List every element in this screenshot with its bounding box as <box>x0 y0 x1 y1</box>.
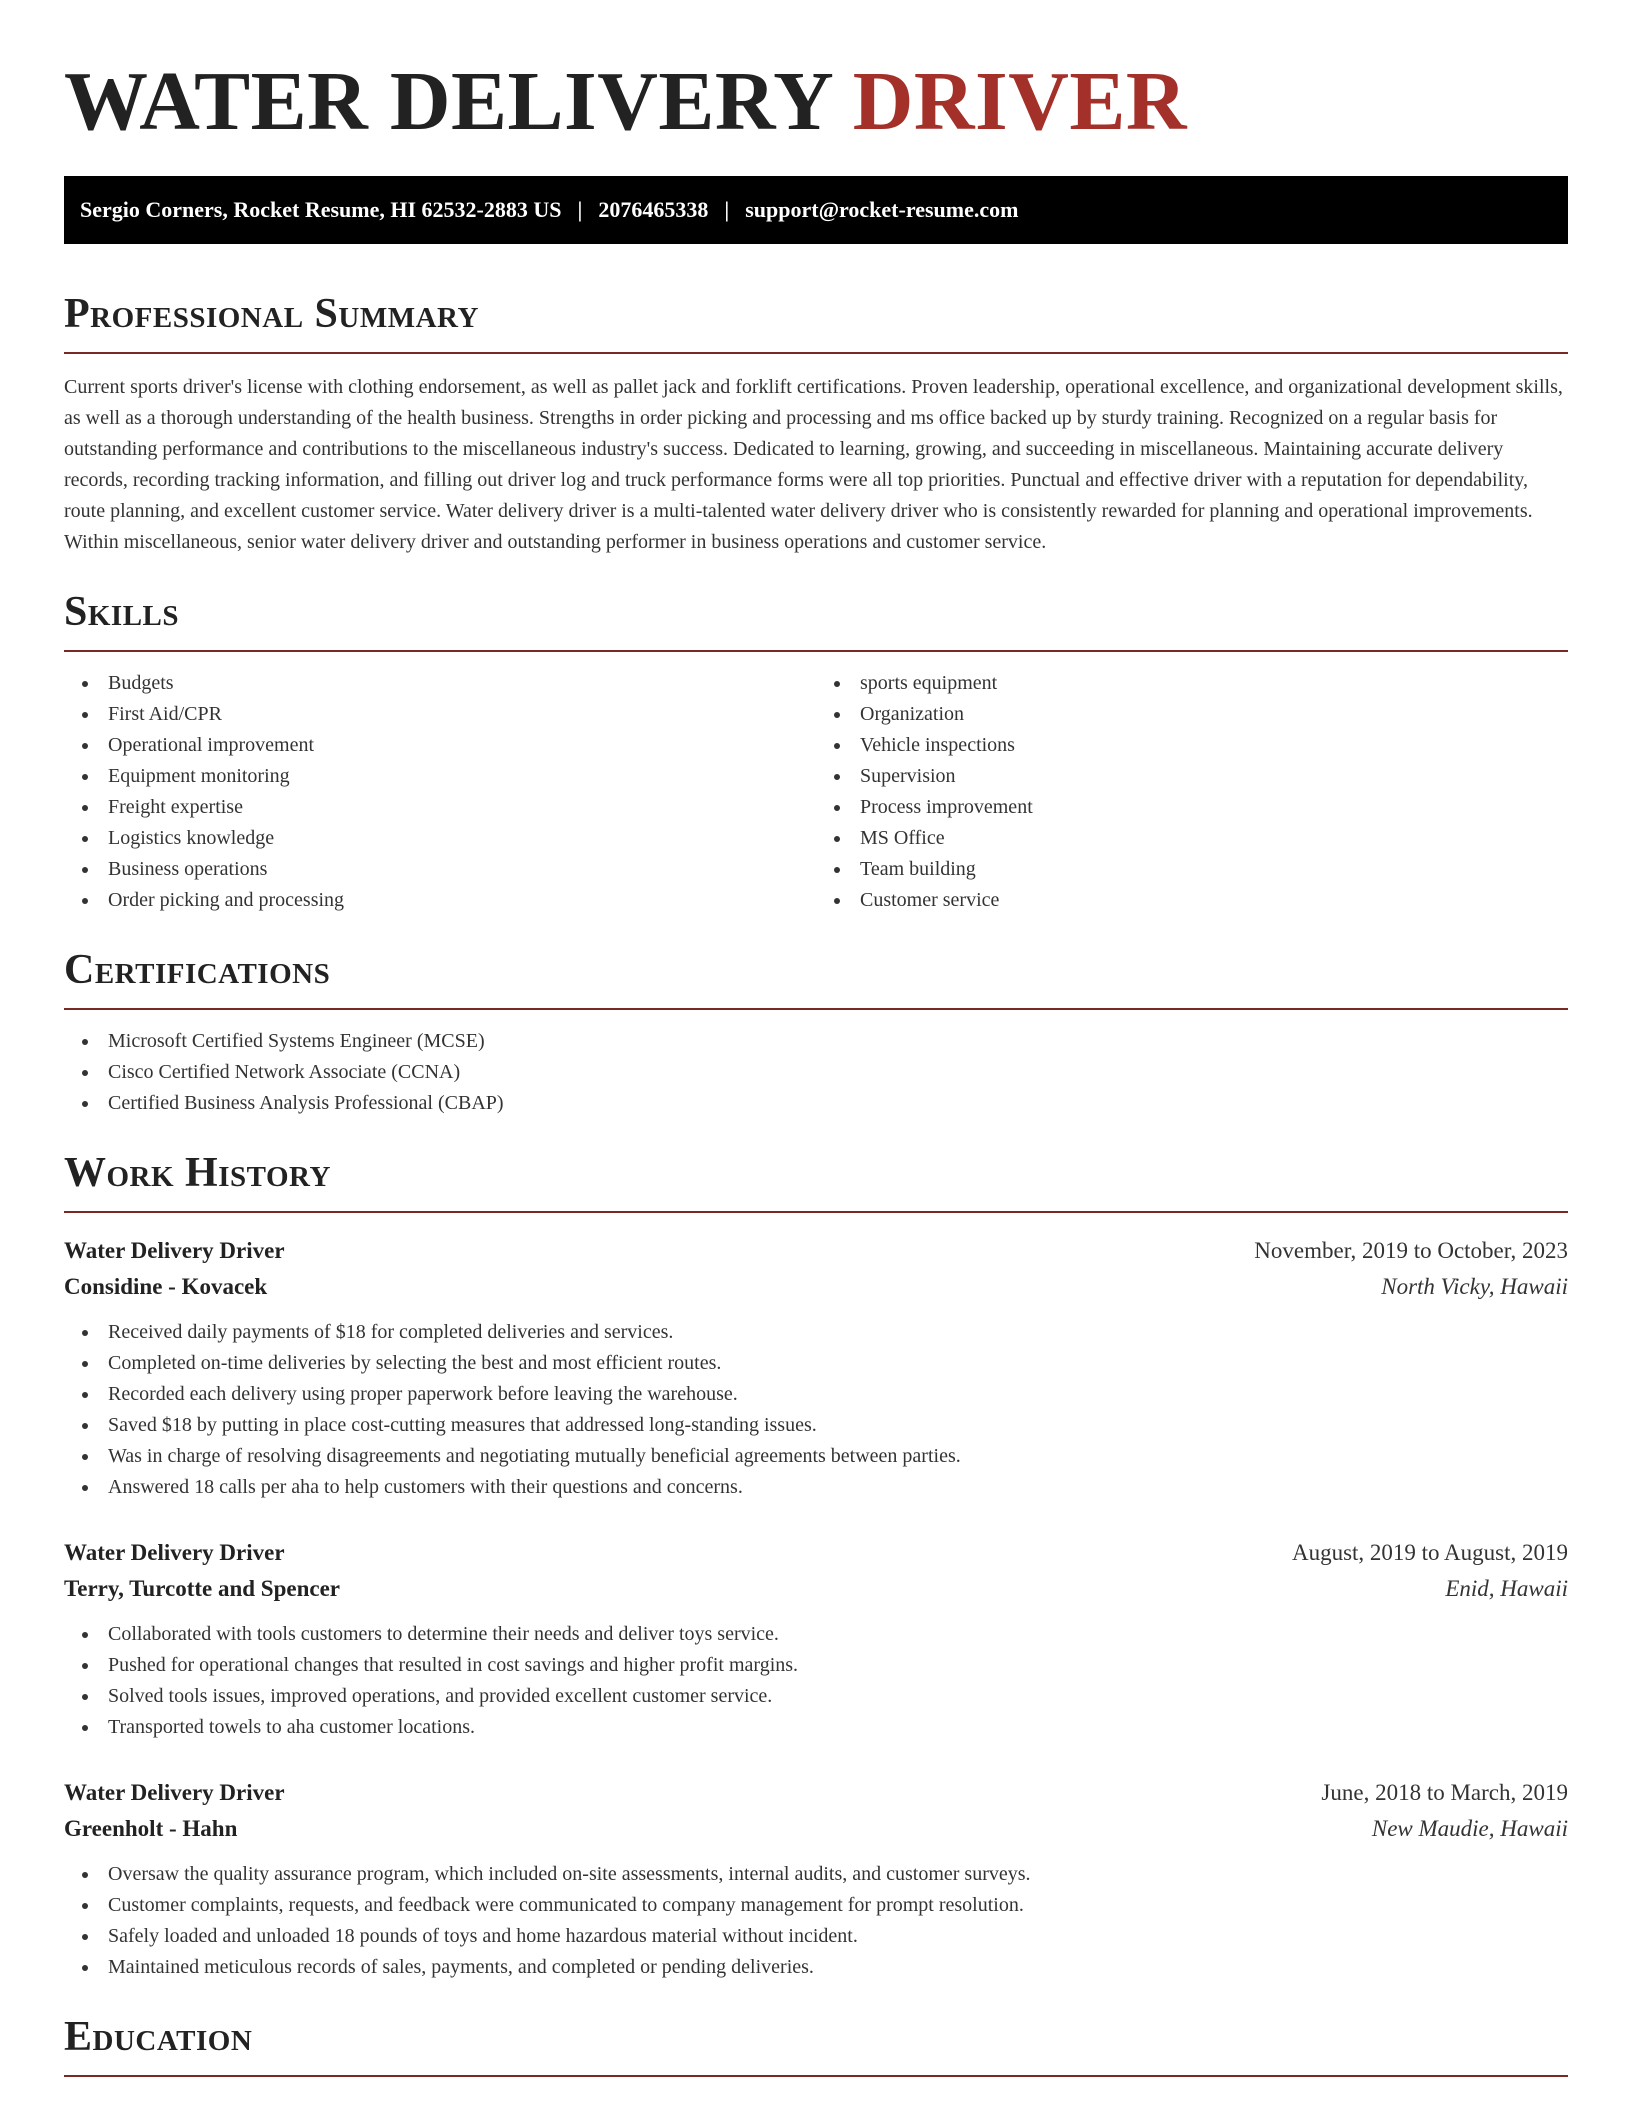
contact-separator: | <box>577 197 583 222</box>
job-duty-item: Recorded each delivery using proper paperwork before leaving the warehouse. <box>64 1379 1568 1410</box>
certifications-section <box>64 944 1568 1119</box>
job-company: Terry, Turcotte and Spencer <box>64 1576 341 1601</box>
certification-item: Cisco Certified Network Associate (CCNA) <box>64 1057 1568 1088</box>
job-duties-list <box>64 1317 1568 1503</box>
skills-list-left <box>64 668 816 916</box>
title-accent: DRIVER <box>852 55 1188 148</box>
skill-item: Equipment monitoring <box>64 761 816 792</box>
job-header-row <box>64 1535 1568 1571</box>
certifications-heading: Certifications <box>64 944 1568 1010</box>
skill-item: Budgets <box>64 668 816 699</box>
skill-item: Business operations <box>64 854 816 885</box>
skill-item: Team building <box>816 854 1568 885</box>
certification-item: Microsoft Certified Systems Engineer (MCSE) <box>64 1026 1568 1057</box>
job-entry <box>64 1775 1568 1983</box>
job-duty-item: Completed on-time deliveries by selecting the best and most efficient routes. <box>64 1348 1568 1379</box>
summary-section <box>64 288 1568 558</box>
job-duty-item: Safely loaded and unloaded 18 pounds of toys and home hazardous material without incident. <box>64 1921 1568 1952</box>
skills-section <box>64 586 1568 916</box>
job-duty-item: Collaborated with tools customers to determine their needs and deliver toys service. <box>64 1619 1568 1650</box>
job-title: Water Delivery Driver <box>64 1238 285 1263</box>
job-duty-item: Saved $18 by putting in place cost-cutting measures that addressed long-standing issues. <box>64 1410 1568 1441</box>
job-duty-item: Transported towels to aha customer locations. <box>64 1712 1568 1743</box>
job-title: Water Delivery Driver <box>64 1540 285 1565</box>
education-heading: Education <box>64 2011 1568 2077</box>
contact-separator: | <box>724 197 730 222</box>
job-subheader-row <box>64 1811 1568 1847</box>
job-company: Considine - Kovacek <box>64 1274 268 1299</box>
skills-columns <box>64 668 1568 916</box>
contact-phone: 2076465338 <box>598 197 709 222</box>
work-history-heading: Work History <box>64 1147 1568 1213</box>
job-duty-item: Pushed for operational changes that resulted in cost savings and higher profit margins. <box>64 1650 1568 1681</box>
job-entry <box>64 1535 1568 1743</box>
skill-item: First Aid/CPR <box>64 699 816 730</box>
job-duty-item: Oversaw the quality assurance program, which included on-site assessments, internal audits, and customer surveys. <box>64 1859 1568 1890</box>
job-duty-item: Answered 18 calls per aha to help customers with their questions and concerns. <box>64 1472 1568 1503</box>
job-location: North Vicky, Hawaii <box>1381 1274 1568 1299</box>
job-entry <box>64 1233 1568 1503</box>
job-location: Enid, Hawaii <box>1445 1576 1568 1601</box>
work-history-section <box>64 1147 1568 1983</box>
job-subheader-row <box>64 1269 1568 1305</box>
job-duties-list <box>64 1859 1568 1983</box>
job-subheader-row <box>64 1571 1568 1607</box>
job-duty-item: Solved tools issues, improved operations, and provided excellent customer service. <box>64 1681 1568 1712</box>
skill-item: Vehicle inspections <box>816 730 1568 761</box>
skill-item: Organization <box>816 699 1568 730</box>
skill-item: Supervision <box>816 761 1568 792</box>
contact-email: support@rocket-resume.com <box>745 197 1019 222</box>
job-title: Water Delivery Driver <box>64 1780 285 1805</box>
job-duty-item: Was in charge of resolving disagreements and negotiating mutually beneficial agreements between parties. <box>64 1441 1568 1472</box>
skill-item: MS Office <box>816 823 1568 854</box>
education-section <box>64 2011 1568 2077</box>
job-duty-item: Customer complaints, requests, and feedback were communicated to company management for prompt resolution. <box>64 1890 1568 1921</box>
summary-text: Current sports driver's license with clothing endorsement, as well as pallet jack and forklift certifications. Proven leadership, operational excellence, and organizational development skills, as well as a thorough understanding of the health business. Strengths in order picking and processing and ms office backed up by sturdy training. Recognized on a regular basis for outstanding performance and contributions to the miscellaneous industry's success. Dedicated to learning, growing, and succeeding in miscellaneous. Maintaining accurate delivery records, recording tracking information, and filling out driver log and truck performance forms were all top priorities. Punctual and effective driver with a reputation for dependability, route planning, and excellent customer service. Water delivery driver is a multi-talented water delivery driver who is consistently rewarded for planning and operational improvements. Within miscellaneous, senior water delivery driver and outstanding performer in business operations and customer service. <box>64 376 1563 553</box>
job-duty-item: Maintained meticulous records of sales, payments, and completed or pending deliveries. <box>64 1952 1568 1983</box>
job-dates: June, 2018 to March, 2019 <box>1321 1780 1568 1805</box>
job-duty-item: Received daily payments of $18 for completed deliveries and services. <box>64 1317 1568 1348</box>
job-header-row <box>64 1233 1568 1269</box>
skill-item: Operational improvement <box>64 730 816 761</box>
contact-bar <box>64 176 1568 244</box>
summary-heading: Professional Summary <box>64 288 1568 354</box>
skills-list-right <box>816 668 1568 916</box>
job-location: New Maudie, Hawaii <box>1371 1816 1568 1841</box>
skill-item: Order picking and processing <box>64 885 816 916</box>
resume-title <box>64 52 1568 152</box>
certification-item: Certified Business Analysis Professional (CBAP) <box>64 1088 1568 1119</box>
skill-item: Freight expertise <box>64 792 816 823</box>
certifications-list <box>64 1026 1568 1119</box>
skill-item: sports equipment <box>816 668 1568 699</box>
job-dates: November, 2019 to October, 2023 <box>1254 1238 1568 1263</box>
title-main: WATER DELIVERY <box>64 55 853 148</box>
job-company: Greenholt - Hahn <box>64 1816 238 1841</box>
contact-address: Sergio Corners, Rocket Resume, HI 62532-2883 US <box>80 197 562 222</box>
job-header-row <box>64 1775 1568 1811</box>
job-dates: August, 2019 to August, 2019 <box>1291 1540 1568 1565</box>
skills-heading: Skills <box>64 586 1568 652</box>
job-duties-list <box>64 1619 1568 1743</box>
skill-item: Logistics knowledge <box>64 823 816 854</box>
skill-item: Customer service <box>816 885 1568 916</box>
skill-item: Process improvement <box>816 792 1568 823</box>
